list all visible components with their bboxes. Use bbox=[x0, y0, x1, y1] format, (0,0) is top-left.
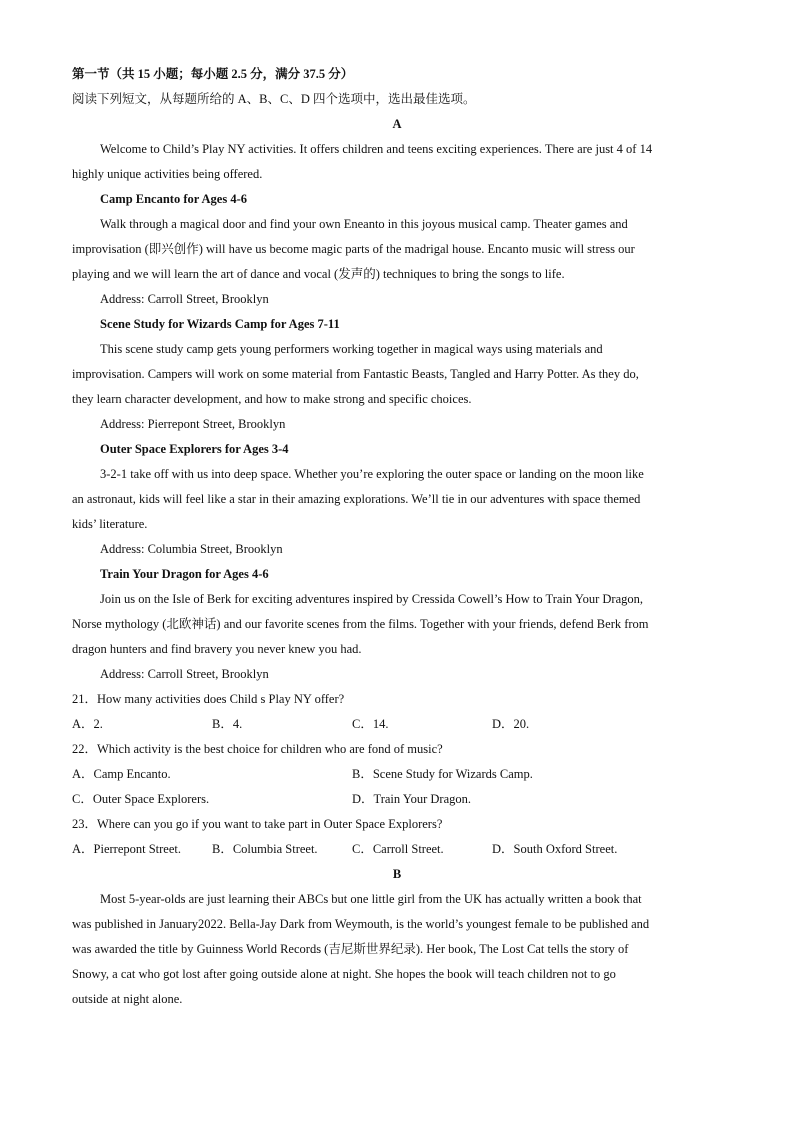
camp-encanto bbox=[72, 187, 722, 312]
paragraph-line: was awarded the title by Guinness World Records (吉尼斯世界纪录). Her book, The Lost Cat tells the story of bbox=[72, 942, 629, 956]
paragraph-line: dragon hunters and find bravery you never knew you had. bbox=[72, 642, 362, 656]
paragraph-line: Norse mythology (北欧神话) and our favorite scenes from the films. Together with your friends, defend Berk from bbox=[72, 617, 649, 631]
camp-address: Address: Pierrepont Street, Brooklyn bbox=[100, 417, 286, 431]
paragraph-line: playing and we will learn the art of dance and vocal (发声的) techniques to bring the songs to life. bbox=[72, 267, 565, 281]
option-d[interactable]: D．South Oxford Street. bbox=[492, 842, 618, 856]
camp-address: Address: Carroll Street, Brooklyn bbox=[100, 292, 269, 306]
paragraph-line: Snowy, a cat who got lost after going outside alone at night. She hopes the book will teach children not to go bbox=[72, 967, 616, 981]
camp-address: Address: Columbia Street, Brooklyn bbox=[100, 542, 283, 556]
option-c[interactable]: C．14. bbox=[352, 717, 389, 731]
camp-address: Address: Carroll Street, Brooklyn bbox=[100, 667, 269, 681]
camp-title: Scene Study for Wizards Camp for Ages 7-11 bbox=[100, 317, 340, 331]
camp-title: Outer Space Explorers for Ages 3-4 bbox=[100, 442, 289, 456]
paragraph-line: improvisation. Campers will work on some material from Fantastic Beasts, Tangled and Harry Potter. As they do, bbox=[72, 367, 639, 381]
camp-title: Train Your Dragon for Ages 4-6 bbox=[100, 567, 269, 581]
paragraph-line: Welcome to Child’s Play NY activities. It offers children and teens exciting experiences. There are just 4 of 14 bbox=[100, 142, 653, 156]
option-a[interactable]: A．Camp Encanto. bbox=[72, 767, 171, 781]
paragraph-line: Walk through a magical door and find your own Eneanto in this joyous musical camp. Theater games and bbox=[100, 217, 628, 231]
option-d[interactable]: D．20. bbox=[492, 717, 530, 731]
camp-title: Camp Encanto for Ages 4-6 bbox=[100, 192, 247, 206]
question-stem: 22．Which activity is the best choice for children who are fond of music? bbox=[72, 742, 443, 756]
paragraph-line: kids’ literature. bbox=[72, 517, 148, 531]
paragraph-line: improvisation (即兴创作) will have us become magic parts of the madrigal house. Encanto music will stress our bbox=[72, 242, 635, 256]
passage-b-letter: B bbox=[392, 867, 402, 881]
question-stem: 21．How many activities does Child s Play NY offer? bbox=[72, 692, 345, 706]
paragraph-line: they learn character development, and how to make strong and specific choices. bbox=[72, 392, 472, 406]
section-header: 第一节（共 15 小题；每小题 2.5 分，满分 37.5 分） bbox=[72, 67, 354, 81]
paragraph-line: highly unique activities being offered. bbox=[72, 167, 263, 181]
paragraph-line: Most 5-year-olds are just learning their ABCs but one little girl from the UK has actually written a book that bbox=[100, 892, 642, 906]
option-a[interactable]: A．Pierrepont Street. bbox=[72, 842, 182, 856]
paragraph-line: an astronaut, kids will feel like a star in their amazing explorations. We’ll tie in our adventures with space themed bbox=[72, 492, 641, 506]
option-b[interactable]: B．Scene Study for Wizards Camp. bbox=[352, 767, 533, 781]
question-options bbox=[72, 787, 722, 812]
question-21 bbox=[72, 687, 722, 737]
paragraph-line: This scene study camp gets young performers working together in magical ways using materials and bbox=[100, 342, 603, 356]
option-a[interactable]: A．2. bbox=[72, 717, 103, 731]
option-c[interactable]: C．Outer Space Explorers. bbox=[72, 792, 210, 806]
question-23 bbox=[72, 812, 722, 862]
instruction: 阅读下列短文，从每题所给的 A、B、C、D 四个选项中，选出最佳选项。 bbox=[72, 92, 476, 106]
passage-a-letter: A bbox=[392, 117, 402, 131]
question-stem: 23．Where can you go if you want to take part in Outer Space Explorers? bbox=[72, 817, 443, 831]
question-22 bbox=[72, 737, 722, 812]
paragraph-line: Join us on the Isle of Berk for exciting adventures inspired by Cressida Cowell’s How to Train Your Dragon, bbox=[100, 592, 643, 606]
passage-a-intro bbox=[72, 137, 722, 187]
question-options bbox=[72, 712, 722, 737]
question-options bbox=[72, 762, 722, 787]
option-c[interactable]: C．Carroll Street. bbox=[352, 842, 444, 856]
exam-page bbox=[72, 62, 722, 1012]
camp-outer-space bbox=[72, 437, 722, 562]
paragraph-line: outside at night alone. bbox=[72, 992, 183, 1006]
paragraph-line: 3-2-1 take off with us into deep space. Whether you’re exploring the outer space or landing on the moon like bbox=[100, 467, 644, 481]
option-b[interactable]: B．Columbia Street. bbox=[212, 842, 318, 856]
camp-scene-study bbox=[72, 312, 722, 437]
option-b[interactable]: B．4. bbox=[212, 717, 243, 731]
camp-train-dragon bbox=[72, 562, 722, 687]
paragraph-line: was published in January2022. Bella-Jay Dark from Weymouth, is the world’s youngest female to be published and bbox=[72, 917, 650, 931]
question-options bbox=[72, 837, 722, 862]
option-d[interactable]: D．Train Your Dragon. bbox=[352, 792, 471, 806]
passage-b-body bbox=[72, 887, 722, 1012]
